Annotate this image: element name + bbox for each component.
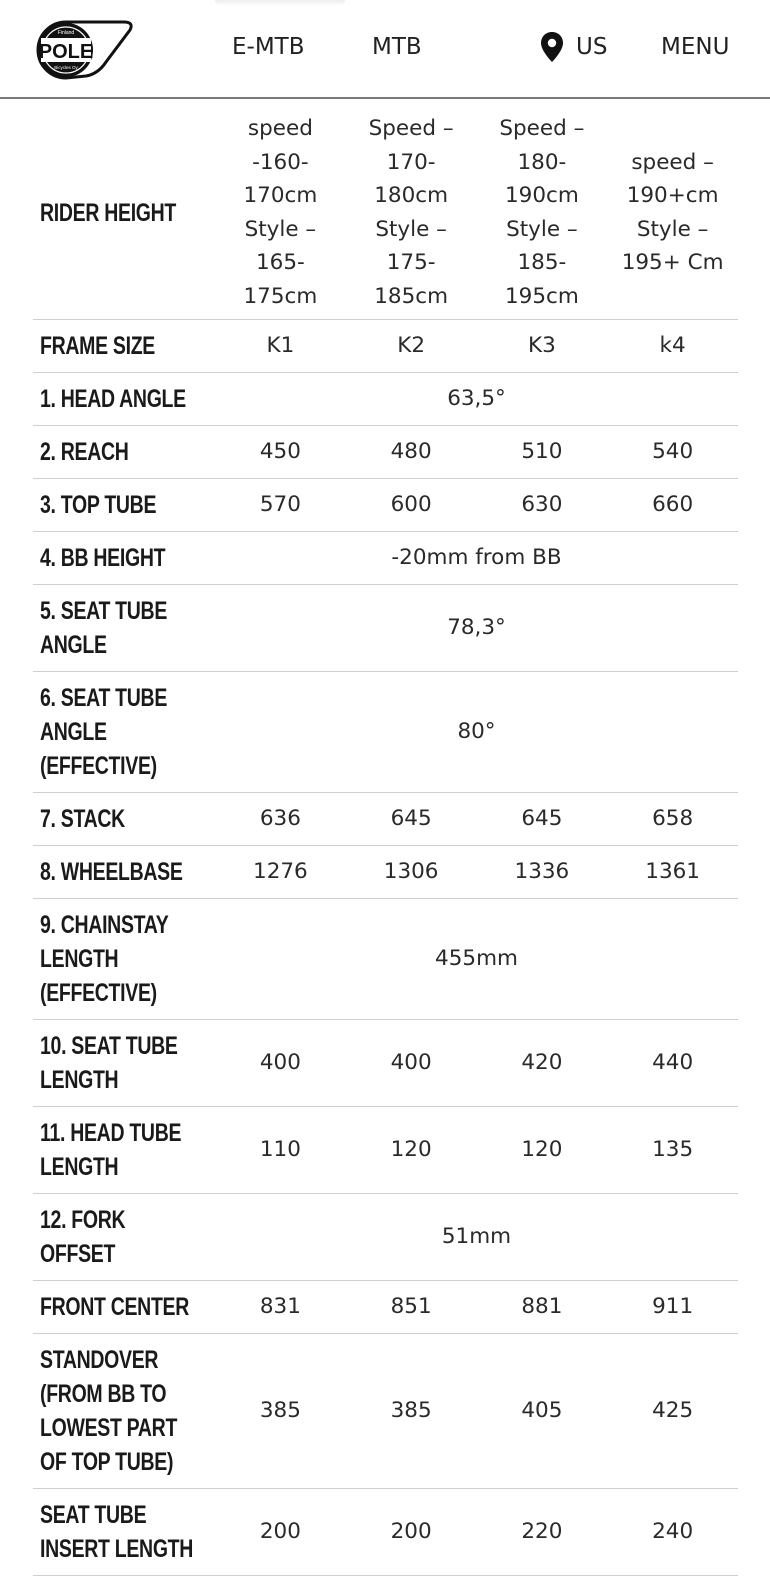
10-seat-tube-length-value: 440	[607, 1020, 738, 1107]
menu-button[interactable]: MENU	[661, 34, 730, 60]
rider-height-line: 165-	[255, 250, 305, 275]
seat-tube-insert-length-label-cell	[33, 1489, 215, 1576]
table-row-standover-from-bb-to-lowest-part-of-top-tube	[33, 1334, 738, 1489]
4-bb-height-label-line: 4. BB HEIGHT	[40, 544, 166, 572]
3-top-tube-value: 570	[215, 479, 346, 532]
logo-small-bottom: Bicycles Oy	[54, 65, 78, 70]
rider-height-line: speed –	[631, 149, 714, 175]
standover-from-bb-to-lowest-part-of-top-tube-label-line: STANDOVER	[40, 1346, 159, 1374]
4-bb-height-label	[33, 541, 216, 575]
header-shadow	[215, 0, 345, 6]
10-seat-tube-length-value: 400	[215, 1020, 346, 1107]
table-row-2-reach	[33, 426, 738, 479]
11-head-tube-length-label	[33, 1116, 216, 1184]
frame-size-value: K1	[215, 320, 346, 373]
1-head-angle-label	[33, 382, 216, 416]
rider-height-line: Style –	[506, 216, 578, 242]
8-wheelbase-value: 1276	[215, 846, 346, 899]
4-bb-height-value: -20mm from BB	[215, 532, 738, 585]
3-top-tube-value: 600	[346, 479, 477, 532]
rider-height-line: -160-	[252, 149, 309, 175]
table-row-frame-size	[33, 320, 738, 373]
9-chainstay-length-effective-label	[33, 908, 216, 1010]
6-seat-tube-angle-effective-value: 80°	[215, 672, 738, 793]
11-head-tube-length-label-line: 11. HEAD TUBE	[40, 1119, 182, 1147]
8-wheelbase-value: 1306	[346, 846, 477, 899]
6-seat-tube-angle-effective-label-line: (EFFECTIVE)	[40, 752, 157, 780]
site-header	[0, 0, 770, 99]
7-stack-value: 658	[607, 793, 738, 846]
seat-tube-insert-length-value: 200	[215, 1489, 346, 1576]
rider-height-value	[356, 112, 466, 313]
frame-size-value: K2	[346, 320, 477, 373]
front-center-label	[33, 1290, 216, 1324]
standover-from-bb-to-lowest-part-of-top-tube-value: 385	[215, 1334, 346, 1489]
rider-height-line: 175cm	[243, 283, 318, 309]
3-top-tube-value: 630	[477, 479, 608, 532]
standover-from-bb-to-lowest-part-of-top-tube-label	[33, 1343, 216, 1479]
table-row-front-center	[33, 1281, 738, 1334]
10-seat-tube-length-value: 420	[477, 1020, 608, 1107]
frame-size-value: k4	[607, 320, 738, 373]
table-row-seat-tube-insert-length	[33, 1489, 738, 1576]
table-row-6-seat-tube-angle-effective	[33, 672, 738, 793]
location-pin-icon	[540, 31, 564, 63]
rider-height-value-cell	[477, 110, 608, 320]
table-row-12-fork-offset	[33, 1194, 738, 1281]
9-chainstay-length-effective-value: 455mm	[215, 899, 738, 1020]
rider-height-label-cell	[33, 110, 215, 320]
seat-tube-insert-length-value: 240	[607, 1489, 738, 1576]
standover-from-bb-to-lowest-part-of-top-tube-value: 405	[477, 1334, 608, 1489]
standover-from-bb-to-lowest-part-of-top-tube-value: 385	[346, 1334, 477, 1489]
8-wheelbase-value: 1336	[477, 846, 608, 899]
8-wheelbase-label	[33, 855, 216, 889]
2-reach-value: 540	[607, 426, 738, 479]
10-seat-tube-length-label-line: 10. SEAT TUBE	[40, 1032, 178, 1060]
11-head-tube-length-value: 135	[607, 1107, 738, 1194]
10-seat-tube-length-label-line: LENGTH	[40, 1066, 119, 1094]
8-wheelbase-value: 1361	[607, 846, 738, 899]
3-top-tube-label-line: 3. TOP TUBE	[40, 491, 157, 519]
table-row-9-chainstay-length-effective	[33, 899, 738, 1020]
2-reach-label-cell	[33, 426, 215, 479]
rider-height-line: 190cm	[504, 183, 579, 208]
1-head-angle-value: 63,5°	[215, 373, 738, 426]
4-bb-height-label-cell	[33, 532, 215, 585]
rider-height-line: 195cm	[504, 283, 579, 309]
logo-text: POLE	[38, 41, 94, 63]
1-head-angle-label-cell	[33, 373, 215, 426]
front-center-label-cell	[33, 1281, 215, 1334]
5-seat-tube-angle-label	[33, 594, 216, 662]
10-seat-tube-length-value: 400	[346, 1020, 477, 1107]
rider-height-value	[618, 146, 728, 280]
rider-height-line: 185-	[517, 250, 567, 275]
front-center-value: 911	[607, 1281, 738, 1334]
front-center-value: 851	[346, 1281, 477, 1334]
table-row-7-stack	[33, 793, 738, 846]
12-fork-offset-label-line: 12. FORK	[40, 1206, 126, 1234]
seat-tube-insert-length-label-line: INSERT LENGTH	[40, 1535, 194, 1563]
9-chainstay-length-effective-label-line: LENGTH	[40, 945, 119, 973]
frame-size-label-cell	[33, 320, 215, 373]
5-seat-tube-angle-label-cell	[33, 585, 215, 672]
5-seat-tube-angle-label-line: ANGLE	[40, 631, 107, 659]
table-row-3-top-tube	[33, 479, 738, 532]
rider-height-line: 180cm	[374, 183, 449, 208]
6-seat-tube-angle-effective-label-cell	[33, 672, 215, 793]
7-stack-value: 645	[346, 793, 477, 846]
2-reach-value: 450	[215, 426, 346, 479]
6-seat-tube-angle-effective-label-line: ANGLE	[40, 718, 107, 746]
standover-from-bb-to-lowest-part-of-top-tube-label-line: (FROM BB TO	[40, 1380, 167, 1408]
geometry-table	[33, 110, 738, 1576]
rider-height-line: Speed –	[368, 116, 454, 141]
rider-height-line: 170-	[386, 149, 436, 175]
rider-height-value	[487, 112, 597, 313]
table-row-8-wheelbase	[33, 846, 738, 899]
7-stack-value: 636	[215, 793, 346, 846]
7-stack-label-cell	[33, 793, 215, 846]
9-chainstay-length-effective-label-line: (EFFECTIVE)	[40, 979, 157, 1007]
11-head-tube-length-label-line: LENGTH	[40, 1153, 119, 1181]
standover-from-bb-to-lowest-part-of-top-tube-value: 425	[607, 1334, 738, 1489]
10-seat-tube-length-label	[33, 1029, 216, 1097]
rider-height-line: 190+cm	[626, 183, 719, 208]
rider-height-value-cell	[346, 110, 477, 320]
5-seat-tube-angle-value: 78,3°	[215, 585, 738, 672]
standover-from-bb-to-lowest-part-of-top-tube-label-line: OF TOP TUBE)	[40, 1448, 174, 1476]
nav-emtb-link[interactable]: E-MTB	[232, 34, 305, 60]
seat-tube-insert-length-label	[33, 1498, 216, 1566]
frame-size-label	[33, 329, 216, 363]
12-fork-offset-label	[33, 1203, 216, 1271]
rider-height-label-line: RIDER HEIGHT	[40, 199, 177, 227]
11-head-tube-length-value: 120	[477, 1107, 608, 1194]
3-top-tube-value: 660	[607, 479, 738, 532]
seat-tube-insert-length-value: 220	[477, 1489, 608, 1576]
2-reach-label-line: 2. REACH	[40, 438, 129, 466]
rider-height-line: 175-	[386, 250, 436, 275]
rider-height-value	[225, 112, 335, 313]
1-head-angle-label-line: 1. HEAD ANGLE	[40, 385, 186, 413]
2-reach-value: 480	[346, 426, 477, 479]
pole-logo-icon[interactable]	[36, 18, 136, 82]
region-label: US	[576, 34, 608, 60]
6-seat-tube-angle-effective-label-line: 6. SEAT TUBE	[40, 684, 168, 712]
table-row-5-seat-tube-angle	[33, 585, 738, 672]
7-stack-label-line: 7. STACK	[40, 805, 125, 833]
rider-height-line: 185cm	[374, 283, 449, 309]
region-selector[interactable]	[540, 30, 607, 64]
nav-mtb-link[interactable]: MTB	[372, 34, 422, 60]
frame-size-label-line: FRAME SIZE	[40, 332, 155, 360]
table-row-1-head-angle	[33, 373, 738, 426]
rider-height-line: 170cm	[243, 183, 318, 208]
seat-tube-insert-length-value: 200	[346, 1489, 477, 1576]
5-seat-tube-angle-label-line: 5. SEAT TUBE	[40, 597, 168, 625]
3-top-tube-label-cell	[33, 479, 215, 532]
rider-height-line: Speed –	[499, 116, 585, 141]
8-wheelbase-label-cell	[33, 846, 215, 899]
12-fork-offset-label-cell	[33, 1194, 215, 1281]
rider-height-line: Style –	[244, 216, 317, 242]
2-reach-value: 510	[477, 426, 608, 479]
logo-small-top: Finland	[57, 30, 75, 36]
11-head-tube-length-value: 120	[346, 1107, 477, 1194]
7-stack-label	[33, 802, 216, 836]
rider-height-line: Style –	[636, 216, 709, 242]
rider-height-value-cell	[607, 110, 738, 320]
3-top-tube-label	[33, 488, 216, 522]
12-fork-offset-value: 51mm	[215, 1194, 738, 1281]
frame-size-value: K3	[477, 320, 608, 373]
standover-from-bb-to-lowest-part-of-top-tube-label-cell	[33, 1334, 215, 1489]
10-seat-tube-length-label-cell	[33, 1020, 215, 1107]
11-head-tube-length-value: 110	[215, 1107, 346, 1194]
table-row-4-bb-height	[33, 532, 738, 585]
9-chainstay-length-effective-label-line: 9. CHAINSTAY	[40, 911, 169, 939]
front-center-value: 831	[215, 1281, 346, 1334]
6-seat-tube-angle-effective-label	[33, 681, 216, 783]
rider-height-line: speed	[247, 116, 313, 141]
table-row-11-head-tube-length	[33, 1107, 738, 1194]
front-center-label-line: FRONT CENTER	[40, 1293, 190, 1321]
standover-from-bb-to-lowest-part-of-top-tube-label-line: LOWEST PART	[40, 1414, 178, 1442]
rider-height-value-cell	[215, 110, 346, 320]
7-stack-value: 645	[477, 793, 608, 846]
8-wheelbase-label-line: 8. WHEELBASE	[40, 858, 183, 886]
12-fork-offset-label-line: OFFSET	[40, 1240, 116, 1268]
2-reach-label	[33, 435, 216, 469]
table-row-10-seat-tube-length	[33, 1020, 738, 1107]
table-row-rider-height	[33, 110, 738, 320]
rider-height-label	[33, 196, 216, 230]
rider-height-line: Style –	[375, 216, 447, 242]
front-center-value: 881	[477, 1281, 608, 1334]
rider-height-line: 195+ Cm	[621, 250, 724, 275]
seat-tube-insert-length-label-line: SEAT TUBE	[40, 1501, 147, 1529]
11-head-tube-length-label-cell	[33, 1107, 215, 1194]
rider-height-line: 180-	[517, 149, 567, 175]
9-chainstay-length-effective-label-cell	[33, 899, 215, 1020]
